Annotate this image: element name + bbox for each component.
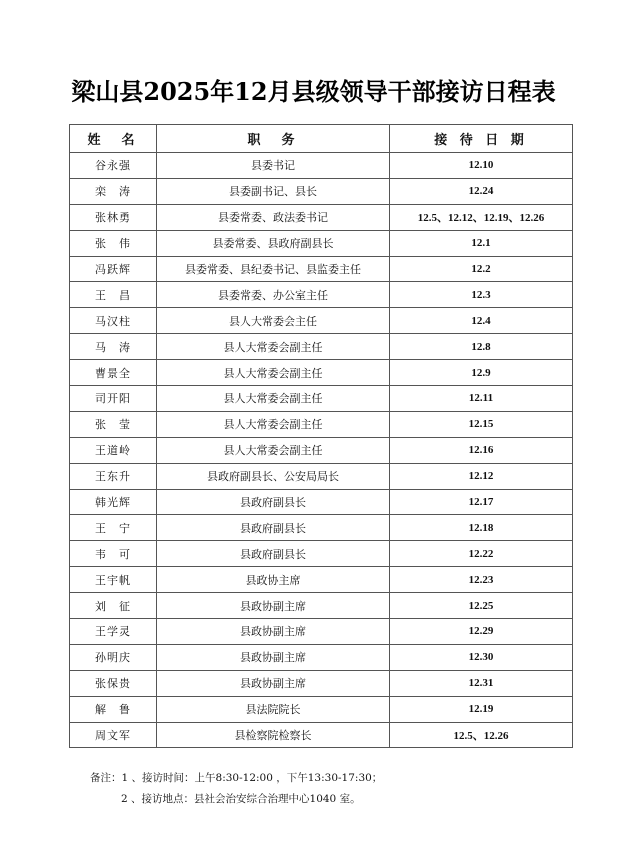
table-row	[70, 593, 573, 619]
table-row	[70, 644, 573, 670]
cell-name: 刘 征	[70, 593, 157, 619]
cell-dates: 12.9	[390, 360, 573, 386]
cell-dates: 12.8	[390, 334, 573, 360]
table-row	[70, 204, 573, 230]
table-row	[70, 489, 573, 515]
cell-dates: 12.3	[390, 282, 573, 308]
cell-name: 周文军	[70, 722, 157, 748]
cell-position: 县委书记	[157, 153, 390, 179]
header-name: 姓 名	[70, 125, 157, 153]
table-row	[70, 334, 573, 360]
cell-name: 曹景全	[70, 360, 157, 386]
cell-name: 孙明庆	[70, 644, 157, 670]
cell-dates: 12.5、12.12、12.19、12.26	[390, 204, 573, 230]
cell-dates: 12.22	[390, 541, 573, 567]
header-position: 职 务	[157, 125, 390, 153]
cell-dates: 12.1	[390, 230, 573, 256]
cell-dates: 12.18	[390, 515, 573, 541]
cell-name: 谷永强	[70, 153, 157, 179]
cell-name: 冯跃辉	[70, 256, 157, 282]
table-row	[70, 515, 573, 541]
cell-dates: 12.31	[390, 670, 573, 696]
cell-name: 张林勇	[70, 204, 157, 230]
note-line-1: 备注：1 、接访时间：上午8:30-12:00 ，下午13:30-17:30；	[90, 772, 383, 784]
table-row	[70, 670, 573, 696]
cell-position: 县人大常委会副主任	[157, 360, 390, 386]
cell-name: 栾 涛	[70, 178, 157, 204]
cell-position: 县人大常委会副主任	[157, 334, 390, 360]
table-row	[70, 308, 573, 334]
cell-dates: 12.15	[390, 411, 573, 437]
cell-name: 张保贵	[70, 670, 157, 696]
cell-dates: 12.12	[390, 463, 573, 489]
cell-dates: 12.24	[390, 178, 573, 204]
cell-position: 县委常委、办公室主任	[157, 282, 390, 308]
cell-name: 解 鲁	[70, 696, 157, 722]
table-row	[70, 722, 573, 748]
cell-position: 县法院院长	[157, 696, 390, 722]
cell-name: 韩光辉	[70, 489, 157, 515]
cell-position: 县政协副主席	[157, 593, 390, 619]
cell-name: 王宇帆	[70, 567, 157, 593]
cell-dates: 12.16	[390, 437, 573, 463]
notes	[90, 768, 382, 810]
cell-dates: 12.29	[390, 619, 573, 645]
cell-position: 县政协副主席	[157, 619, 390, 645]
cell-position: 县政府副县长、公安局局长	[157, 463, 390, 489]
table-row	[70, 541, 573, 567]
table-row	[70, 386, 573, 412]
cell-position: 县委常委、县政府副县长	[157, 230, 390, 256]
cell-name: 韦 可	[70, 541, 157, 567]
cell-dates: 12.11	[390, 386, 573, 412]
cell-dates: 12.17	[390, 489, 573, 515]
cell-dates: 12.23	[390, 567, 573, 593]
table-row	[70, 360, 573, 386]
table-row	[70, 411, 573, 437]
cell-name: 王道岭	[70, 437, 157, 463]
table-row	[70, 230, 573, 256]
cell-position: 县政协副主席	[157, 644, 390, 670]
table-row	[70, 567, 573, 593]
cell-dates: 12.19	[390, 696, 573, 722]
cell-position: 县检察院检察长	[157, 722, 390, 748]
cell-position: 县政府副县长	[157, 489, 390, 515]
table-row	[70, 153, 573, 179]
cell-dates: 12.4	[390, 308, 573, 334]
cell-dates: 12.30	[390, 644, 573, 670]
cell-name: 王东升	[70, 463, 157, 489]
table-header-row	[70, 125, 573, 153]
cell-name: 王学灵	[70, 619, 157, 645]
document-title: 梁山县2025年12月县级领导干部接访日程表	[71, 77, 556, 106]
cell-name: 马 涛	[70, 334, 157, 360]
cell-dates: 12.10	[390, 153, 573, 179]
table-row	[70, 178, 573, 204]
cell-position: 县委副书记、县长	[157, 178, 390, 204]
cell-position: 县政府副县长	[157, 515, 390, 541]
cell-position: 县政府副县长	[157, 541, 390, 567]
table-row	[70, 696, 573, 722]
cell-position: 县人大常委会主任	[157, 308, 390, 334]
table-row	[70, 463, 573, 489]
cell-name: 张 莹	[70, 411, 157, 437]
cell-name: 张 伟	[70, 230, 157, 256]
cell-position: 县人大常委会副主任	[157, 386, 390, 412]
cell-position: 县人大常委会副主任	[157, 411, 390, 437]
table-row	[70, 282, 573, 308]
cell-position: 县政协副主席	[157, 670, 390, 696]
cell-position: 县政协主席	[157, 567, 390, 593]
header-dates: 接 待 日 期	[390, 125, 573, 153]
cell-position: 县委常委、县纪委书记、县监委主任	[157, 256, 390, 282]
cell-dates: 12.5、12.26	[390, 722, 573, 748]
note-line-2: 2 、接访地点：县社会治安综合治理中心1040 室。	[121, 793, 361, 805]
cell-position: 县委常委、政法委书记	[157, 204, 390, 230]
cell-name: 王 宁	[70, 515, 157, 541]
cell-name: 王 昌	[70, 282, 157, 308]
table-row	[70, 256, 573, 282]
cell-dates: 12.2	[390, 256, 573, 282]
cell-name: 马汉柱	[70, 308, 157, 334]
table-row	[70, 437, 573, 463]
schedule-table	[69, 124, 573, 748]
cell-position: 县人大常委会副主任	[157, 437, 390, 463]
table-row	[70, 619, 573, 645]
cell-dates: 12.25	[390, 593, 573, 619]
cell-name: 司开阳	[70, 386, 157, 412]
